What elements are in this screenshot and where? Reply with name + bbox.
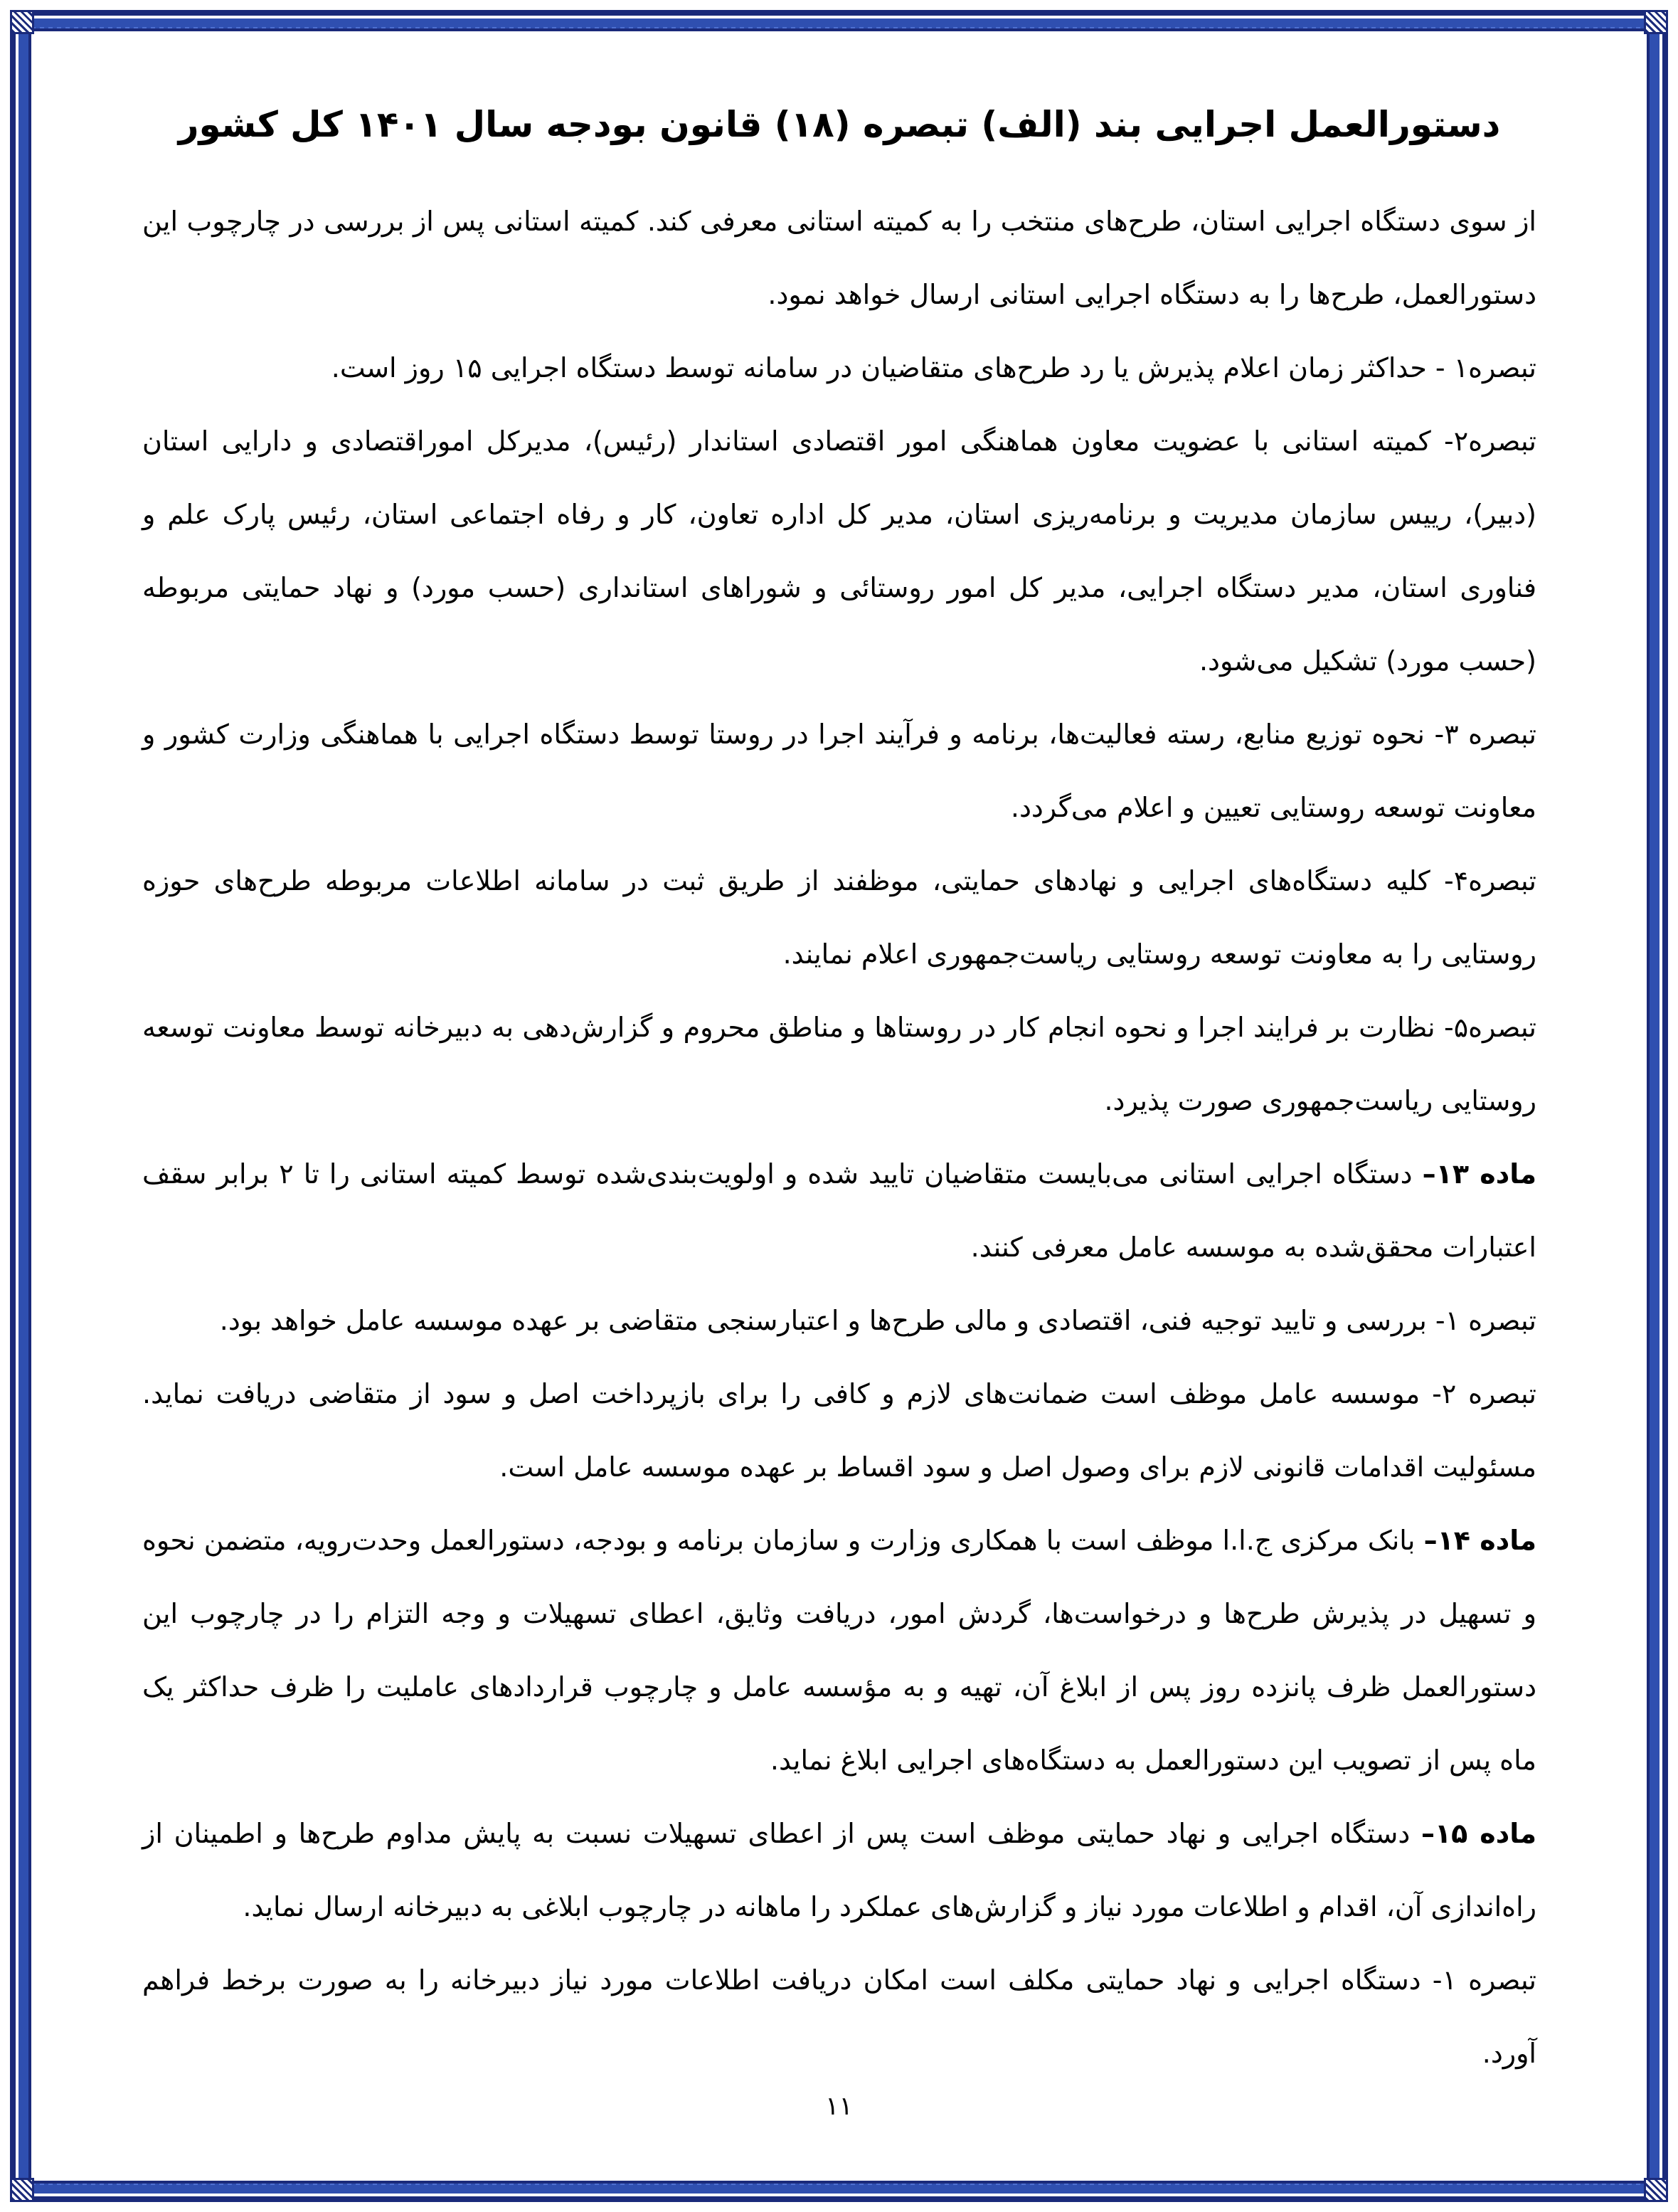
- paragraph-text: تبصره۱ - حداکثر زمان اعلام پذیرش یا رد طرح‌های متقاضیان در سامانه توسط دستگاه اجرایی ۱۵ روز است.: [331, 352, 1536, 383]
- document-title: دستورالعمل اجرایی بند (الف) تبصره (۱۸) قانون بودجه سال ۱۴۰۱ کل کشور: [178, 104, 1501, 145]
- paragraph: [142, 185, 1536, 332]
- border-corner-ornament: [10, 2178, 34, 2202]
- paragraph-text: تبصره۵- نظارت بر فرایند اجرا و نحوه انجام کار در روستاها و مناطق محروم و گزارش‌دهی به دبیرخانه توسط معاونت توسعه روستایی ریاست‌جمهوری صورت پذیرد.: [142, 1012, 1536, 1116]
- article-label: ماده ۱۵–: [1421, 1818, 1536, 1849]
- paragraph: [142, 1944, 1536, 2090]
- paragraph: [142, 405, 1536, 698]
- paragraph: [142, 1504, 1536, 1797]
- paragraph: [142, 1797, 1536, 1944]
- paragraph: [142, 845, 1536, 991]
- paragraph-text: از سوی دستگاه اجرایی استان، طرح‌های منتخب را به کمیته استانی معرفی کند. کمیته استانی پس از بررسی در چارچوب این دستورالعمل، طرح‌ها را به دستگاه اجرایی استانی ارسال خواهد نمود.: [142, 206, 1536, 310]
- paragraph-text: تبصره ۱- بررسی و تایید توجیه فنی، اقتصادی و مالی طرح‌ها و اعتبارسنجی متقاضی بر عهده موسسه عامل خواهد بود.: [219, 1305, 1536, 1336]
- page-number: ۱۱: [825, 2092, 853, 2121]
- paragraph: [142, 991, 1536, 1138]
- paragraph-text: بانک مرکزی ج.ا.ا موظف است با همکاری وزارت و سازمان برنامه و بودجه، دستورالعمل وحدت‌رویه، متضمن نحوه و تسهیل در پذیرش طرح‌ها و درخواست‌ها، گردش امور، دریافت وثایق، اعطای تسهیلات و وجه التزام را در چارچوب این دستورالعمل ظرف پانزده روز پس از ابلاغ آن، تهیه و به مؤسسه عامل و چارچوب قراردادهای عاملیت را ظرف حداکثر یک ماه پس از تصویب این دستورالعمل به دستگاه‌های اجرایی ابلاغ نماید.: [142, 1525, 1536, 1776]
- paragraph-text: تبصره ۱- دستگاه اجرایی و نهاد حمایتی مکلف است امکان دریافت اطلاعات مورد نیاز دبیرخانه را به صورت برخط فراهم آورد.: [142, 1964, 1536, 2069]
- paragraph-text: تبصره۲- کمیته استانی با عضویت معاون هماهنگی امور اقتصادی استاندار (رئیس)، مدیرکل امور‌اقتصادی و دارایی استان (دبیر)، رییس سازمان مدیریت و برنامه‌ریزی استان، مدیر کل اداره تعاون، کار و رفاه اجتماعی استان، رئیس پارک علم و فناوری استان، مدیر دستگاه اجرایی، مدیر کل امور روستائی و شوراهای استانداری (حسب مورد) و نهاد حمایتی مربوطه (حسب مورد) تشکیل می‌شود.: [142, 425, 1536, 677]
- paragraph: [142, 332, 1536, 405]
- paragraph-text: تبصره ۳- نحوه توزیع منابع، رسته فعالیت‌ها، برنامه و فرآیند اجرا در روستا توسط دستگاه اجرایی با هماهنگی وزارت کشور و معاونت توسعه روستایی تعیین و اعلام می‌گردد.: [142, 719, 1536, 823]
- article-label: ماده ۱۴–: [1423, 1525, 1536, 1556]
- paragraph-text: تبصره۴- کلیه دستگاه‌های اجرایی و نهادهای حمایتی، موظفند از طریق ثبت در سامانه اطلاعات مربوطه طرح‌های حوزه روستایی را به معاونت توسعه روستایی ریاست‌جمهوری اعلام نمایند.: [142, 865, 1536, 970]
- paragraph: [142, 1284, 1536, 1358]
- border-corner-ornament: [1644, 2178, 1668, 2202]
- paragraph-text: دستگاه اجرایی استانی می‌بایست متقاضیان تایید شده و اولویت‌بندی‌شده توسط کمیته استانی را تا ۲ برابر سقف اعتبارات محقق‌شده به موسسه عامل معرفی کنند.: [142, 1158, 1536, 1263]
- paragraph: [142, 1358, 1536, 1504]
- paragraph-text: تبصره ۲- موسسه عامل موظف است ضمانت‌های لازم و کافی را برای بازپرداخت اصل و سود از متقاضی دریافت نماید. مسئولیت اقدامات قانونی لازم برای وصول اصل و سود اقساط بر عهده موسسه عامل است.: [142, 1378, 1536, 1483]
- paragraph: [142, 1138, 1536, 1284]
- article-label: ماده ۱۳–: [1422, 1158, 1537, 1190]
- document-body: [142, 92, 1536, 2090]
- paragraph-text: دستگاه اجرایی و نهاد حمایتی موظف است پس از اعطای تسهیلات نسبت به پایش مداوم طرح‌ها و اطمینان از راه‌اندازی آن، اقدام و اطلاعات مورد نیاز و گزارش‌های عملکرد را ماهانه در چارچوب ابلاغی به دبیرخانه ارسال نماید.: [142, 1818, 1536, 1922]
- paragraph: [142, 698, 1536, 845]
- border-corner-ornament: [10, 10, 34, 34]
- border-corner-ornament: [1644, 10, 1668, 34]
